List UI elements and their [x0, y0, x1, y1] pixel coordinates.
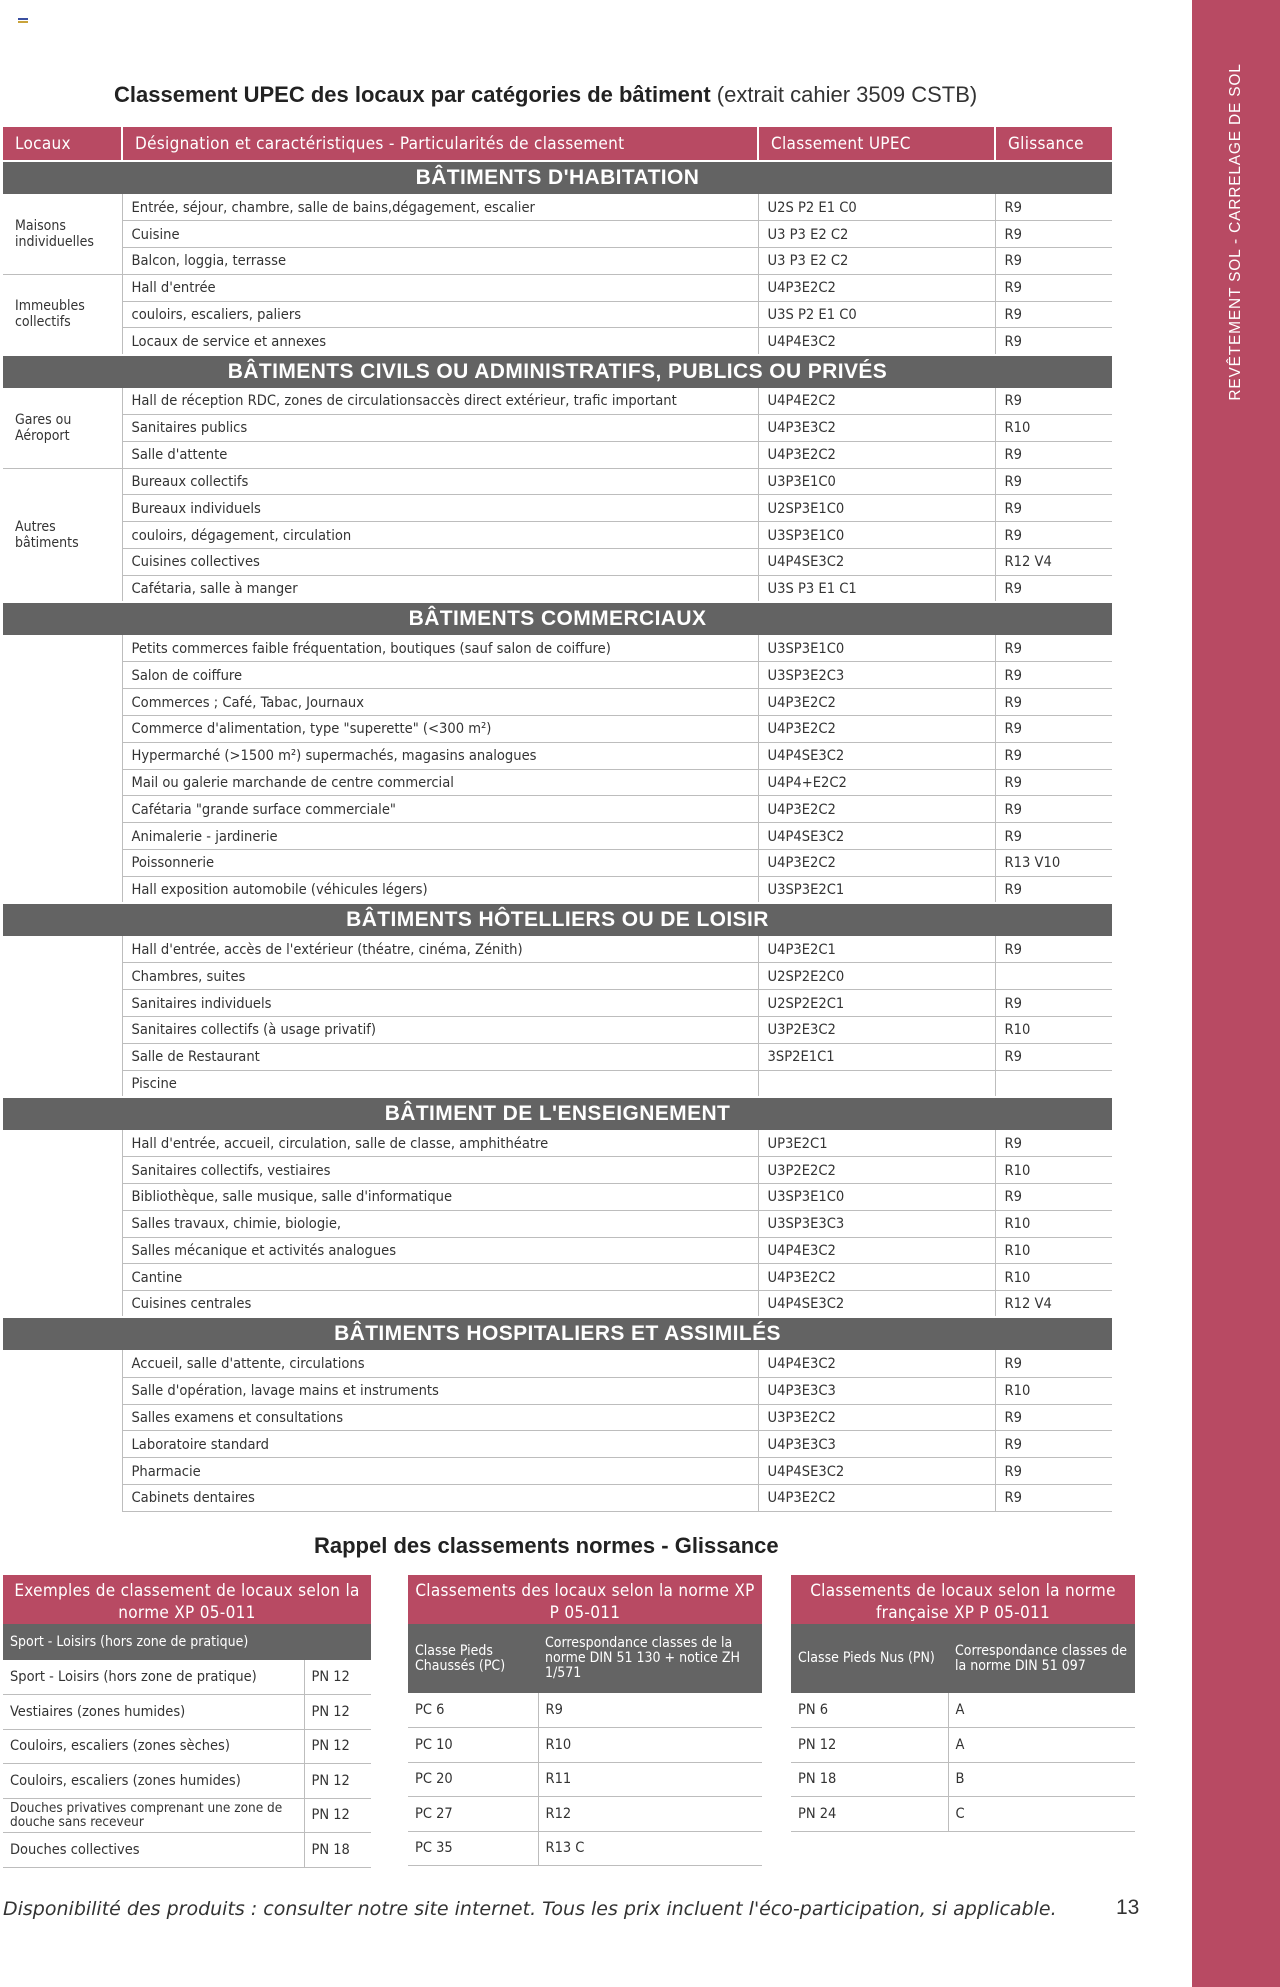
table-row	[3, 221, 1112, 248]
glissance-cell: R9	[995, 689, 1112, 716]
upec-cell: U3P3E1C0	[758, 468, 995, 495]
pn-din-cell: C	[948, 1797, 1135, 1832]
designation-cell: Hall exposition automobile (véhicules légers)	[122, 876, 758, 903]
pn-table	[791, 1575, 1135, 1832]
example-local-cell: Vestiaires (zones humides)	[3, 1695, 304, 1730]
locaux-group-cell: Immeubles collectifs	[3, 274, 122, 354]
designation-cell: Animalerie - jardinerie	[122, 823, 758, 850]
pn-col-header-row	[791, 1624, 1135, 1693]
table-row	[3, 716, 1112, 743]
table-row	[3, 301, 1112, 328]
page-title	[114, 82, 977, 108]
pc-col1-header: Classe Pieds Chaussés (PC)	[408, 1624, 538, 1693]
glissance-cell: R9	[995, 441, 1112, 468]
glissance-cell: R9	[995, 990, 1112, 1017]
table-row	[791, 1797, 1135, 1832]
table-row	[3, 274, 1112, 301]
upec-cell: U4P3E2C2	[758, 1264, 995, 1291]
designation-cell: Laboratoire standard	[122, 1431, 758, 1458]
section-title: BÂTIMENT DE L'ENSEIGNEMENT	[3, 1097, 1112, 1130]
table-row	[3, 549, 1112, 576]
pc-class-cell: PC 27	[408, 1797, 538, 1832]
corner-mark-icon	[18, 18, 28, 26]
pn-class-cell: PN 18	[791, 1762, 948, 1797]
upec-cell: U3P3E2C2	[758, 1404, 995, 1431]
table-row	[3, 194, 1112, 221]
examples-subheader: Sport - Loisirs (hors zone de pratique)	[3, 1624, 371, 1660]
table-row	[3, 1237, 1112, 1264]
upec-cell: U3SP3E3C3	[758, 1210, 995, 1237]
upec-cell: U4P4SE3C2	[758, 1291, 995, 1318]
table-row	[3, 1404, 1112, 1431]
upec-cell: U4P3E2C2	[758, 441, 995, 468]
designation-cell: Salles examens et consultations	[122, 1404, 758, 1431]
example-local-cell: Sport - Loisirs (hors zone de pratique)	[3, 1660, 304, 1695]
glissance-cell: R12 V4	[995, 549, 1112, 576]
table-row	[408, 1762, 762, 1797]
table-row	[3, 1377, 1112, 1404]
pn-din-cell: A	[948, 1693, 1135, 1728]
glissance-cell: R9	[995, 662, 1112, 689]
table-row	[408, 1728, 762, 1763]
upec-cell: U3 P3 E2 C2	[758, 248, 995, 275]
upec-cell: U4P3E2C2	[758, 274, 995, 301]
section-row	[3, 1097, 1112, 1130]
locaux-group-cell: Autres bâtiments	[3, 468, 122, 602]
glissance-cell: R9	[995, 876, 1112, 903]
glissance-cell: R10	[995, 1210, 1112, 1237]
pn-class-cell: PN 12	[791, 1728, 948, 1763]
glissance-cell: R9	[995, 635, 1112, 662]
designation-cell: couloirs, escaliers, paliers	[122, 301, 758, 328]
pc-class-cell: PC 6	[408, 1693, 538, 1728]
glissance-cell: R9	[995, 1184, 1112, 1211]
designation-cell: Salles travaux, chimie, biologie,	[122, 1210, 758, 1237]
pn-header: Classements de locaux selon la norme française XP P 05-011	[791, 1575, 1135, 1624]
designation-cell: Hall de réception RDC, zones de circulationsaccès direct extérieur, trafic important	[122, 388, 758, 415]
glissance-cell: R9	[995, 742, 1112, 769]
glissance-cell: R9	[995, 522, 1112, 549]
examples-header: Exemples de classement de locaux selon la norme XP 05-011	[3, 1575, 371, 1624]
designation-cell: Cafétaria, salle à manger	[122, 575, 758, 602]
glissance-cell: R9	[995, 495, 1112, 522]
designation-cell: Sanitaires publics	[122, 415, 758, 442]
designation-cell: Commerce d'alimentation, type "superette" (<300 m²)	[122, 716, 758, 743]
section-title: BÂTIMENTS CIVILS OU ADMINISTRATIFS, PUBLICS OU PRIVÉS	[3, 355, 1112, 388]
table-row	[791, 1762, 1135, 1797]
upec-cell: U4P3E2C2	[758, 1484, 995, 1511]
upec-cell: U3S P2 E1 C0	[758, 301, 995, 328]
header-designation: Désignation et caractéristiques - Particularités de classement	[122, 127, 758, 161]
table-row	[3, 1729, 371, 1764]
table-row	[791, 1728, 1135, 1763]
page-number: 13	[1116, 1896, 1140, 1919]
table-row	[3, 248, 1112, 275]
glissance-cell: R9	[995, 769, 1112, 796]
pc-header: Classements des locaux selon la norme XP P 05-011	[408, 1575, 762, 1624]
table-row	[3, 990, 1112, 1017]
upec-table	[3, 127, 1112, 1512]
glissance-cell: R9	[995, 716, 1112, 743]
glissance-cell: R9	[995, 1043, 1112, 1070]
locaux-group-cell	[3, 936, 122, 1097]
designation-cell: Petits commerces faible fréquentation, boutiques (sauf salon de coiffure)	[122, 635, 758, 662]
section-title: BÂTIMENTS HÔTELLIERS OU DE LOISIR	[3, 903, 1112, 936]
designation-cell: Cuisine	[122, 221, 758, 248]
glissance-cell: R9	[995, 274, 1112, 301]
pc-din-cell: R9	[538, 1693, 762, 1728]
designation-cell: Hall d'entrée	[122, 274, 758, 301]
example-class-cell: PN 12	[304, 1695, 371, 1730]
section-title: BÂTIMENTS COMMERCIAUX	[3, 602, 1112, 635]
glissance-cell: R9	[995, 328, 1112, 355]
upec-cell: U2SP2E2C1	[758, 990, 995, 1017]
upec-cell: U4P3E3C3	[758, 1377, 995, 1404]
designation-cell: Hall d'entrée, accueil, circulation, salle de classe, amphithéatre	[122, 1130, 758, 1157]
glissance-cell: R9	[995, 221, 1112, 248]
page-title-light: (extrait cahier 3509 CSTB)	[710, 82, 978, 107]
upec-cell: U4P4SE3C2	[758, 1458, 995, 1485]
glissance-cell: R9	[995, 194, 1112, 221]
table-row	[3, 769, 1112, 796]
page-title-bold: Classement UPEC des locaux par catégories de bâtiment	[114, 82, 711, 107]
table-row	[3, 575, 1112, 602]
table-row	[3, 328, 1112, 355]
upec-cell	[758, 1070, 995, 1097]
example-local-cell: Couloirs, escaliers (zones sèches)	[3, 1729, 304, 1764]
header-upec: Classement UPEC	[758, 127, 995, 161]
upec-cell: U3 P3 E2 C2	[758, 221, 995, 248]
section-title: BÂTIMENTS D'HABITATION	[3, 161, 1112, 194]
pc-col2-header: Correspondance classes de la norme DIN 51 130 + notice ZH 1/571	[538, 1624, 762, 1693]
pn-class-cell: PN 24	[791, 1797, 948, 1832]
upec-cell: U3P2E3C2	[758, 1017, 995, 1044]
pn-din-cell: B	[948, 1762, 1135, 1797]
designation-cell: Accueil, salle d'attente, circulations	[122, 1350, 758, 1377]
glissance-cell: R9	[995, 1130, 1112, 1157]
section-row	[3, 1317, 1112, 1350]
table-row	[3, 1833, 371, 1868]
table-row	[3, 689, 1112, 716]
glissance-cell: R10	[995, 1237, 1112, 1264]
glissance-cell: R9	[995, 468, 1112, 495]
designation-cell: Hypermarché (>1500 m²) supermachés, magasins analogues	[122, 742, 758, 769]
example-local-cell: Douches collectives	[3, 1833, 304, 1868]
table-row	[3, 468, 1112, 495]
table-row	[3, 1157, 1112, 1184]
designation-cell: Salon de coiffure	[122, 662, 758, 689]
pc-din-cell: R13 C	[538, 1831, 762, 1866]
pc-class-cell: PC 35	[408, 1831, 538, 1866]
upec-cell: U4P4+E2C2	[758, 769, 995, 796]
upec-cell: UP3E2C1	[758, 1130, 995, 1157]
designation-cell: Cuisines collectives	[122, 549, 758, 576]
table-row	[3, 1764, 371, 1799]
glissance-cell: R9	[995, 388, 1112, 415]
upec-cell: U4P4SE3C2	[758, 549, 995, 576]
upec-cell: U4P3E3C3	[758, 1431, 995, 1458]
table-row	[3, 1350, 1112, 1377]
table-row	[408, 1831, 762, 1866]
glissance-cell: R9	[995, 936, 1112, 963]
table-row	[3, 1660, 371, 1695]
glissance-cell: R9	[995, 1431, 1112, 1458]
designation-cell: Salles mécanique et activités analogues	[122, 1237, 758, 1264]
locaux-group-cell	[3, 635, 122, 903]
locaux-group-cell	[3, 1130, 122, 1318]
designation-cell: Bureaux individuels	[122, 495, 758, 522]
header-locaux: Locaux	[3, 127, 122, 161]
table-row	[3, 415, 1112, 442]
pc-din-cell: R10	[538, 1728, 762, 1763]
upec-cell: U3SP3E2C1	[758, 876, 995, 903]
designation-cell: Pharmacie	[122, 1458, 758, 1485]
subtitle: Rappel des classements normes - Glissance	[314, 1533, 779, 1558]
table-row	[3, 1695, 371, 1730]
table-row	[3, 662, 1112, 689]
table-row	[3, 1070, 1112, 1097]
header-glissance: Glissance	[995, 127, 1112, 161]
table-row	[3, 495, 1112, 522]
glissance-cell: R13 V10	[995, 850, 1112, 877]
table-row	[3, 1130, 1112, 1157]
glissance-cell: R10	[995, 1157, 1112, 1184]
table-row	[3, 823, 1112, 850]
section-row	[3, 161, 1112, 194]
table-row	[3, 936, 1112, 963]
glissance-cell: R12 V4	[995, 1291, 1112, 1318]
table-row	[3, 1264, 1112, 1291]
upec-cell: U4P3E2C2	[758, 796, 995, 823]
glissance-cell: R9	[995, 575, 1112, 602]
pc-col-header-row	[408, 1624, 762, 1693]
upec-cell: U4P3E2C2	[758, 716, 995, 743]
example-class-cell: PN 12	[304, 1729, 371, 1764]
table-row	[3, 1043, 1112, 1070]
sidebar-text: REVÊTEMENT SOL - CARRELAGE DE SOL	[1227, 63, 1244, 401]
section-row	[3, 903, 1112, 936]
upec-cell: U4P4SE3C2	[758, 823, 995, 850]
table-row	[408, 1797, 762, 1832]
designation-cell: Cantine	[122, 1264, 758, 1291]
upec-cell: U4P4E3C2	[758, 1350, 995, 1377]
upec-cell: 3SP2E1C1	[758, 1043, 995, 1070]
glissance-cell: R9	[995, 1484, 1112, 1511]
table-row	[3, 635, 1112, 662]
examples-table	[3, 1575, 371, 1868]
upec-cell: U3SP3E1C0	[758, 522, 995, 549]
designation-cell: Salle d'opération, lavage mains et instruments	[122, 1377, 758, 1404]
designation-cell: Mail ou galerie marchande de centre commercial	[122, 769, 758, 796]
pn-class-cell: PN 6	[791, 1693, 948, 1728]
glissance-cell: R9	[995, 248, 1112, 275]
table-row	[3, 388, 1112, 415]
table-row	[3, 1184, 1112, 1211]
upec-cell: U2SP2E2C0	[758, 963, 995, 990]
pn-din-cell: A	[948, 1728, 1135, 1763]
upec-body	[3, 161, 1112, 1511]
glissance-cell	[995, 1070, 1112, 1097]
examples-subheader-row	[3, 1624, 371, 1660]
designation-cell: Poissonnerie	[122, 850, 758, 877]
example-class-cell: PN 12	[304, 1798, 371, 1833]
designation-cell: Sanitaires individuels	[122, 990, 758, 1017]
locaux-group-cell	[3, 1350, 122, 1511]
table-row	[3, 1798, 371, 1833]
designation-cell: Cabinets dentaires	[122, 1484, 758, 1511]
table-row	[3, 441, 1112, 468]
upec-cell: U4P4SE3C2	[758, 742, 995, 769]
pc-table	[408, 1575, 762, 1866]
table-row	[3, 963, 1112, 990]
glissance-cell: R9	[995, 1458, 1112, 1485]
designation-cell: Cuisines centrales	[122, 1291, 758, 1318]
glissance-cell: R9	[995, 1350, 1112, 1377]
table-row	[408, 1693, 762, 1728]
example-class-cell: PN 12	[304, 1660, 371, 1695]
table-row	[3, 876, 1112, 903]
designation-cell: Entrée, séjour, chambre, salle de bains,dégagement, escalier	[122, 194, 758, 221]
table-row	[3, 850, 1112, 877]
section-title: BÂTIMENTS HOSPITALIERS ET ASSIMILÉS	[3, 1317, 1112, 1350]
designation-cell: Sanitaires collectifs, vestiaires	[122, 1157, 758, 1184]
upec-cell: U4P4E2C2	[758, 388, 995, 415]
upec-cell: U3SP3E2C3	[758, 662, 995, 689]
table-row	[3, 1017, 1112, 1044]
section-row	[3, 355, 1112, 388]
upec-cell: U4P4E3C2	[758, 328, 995, 355]
glissance-cell: R9	[995, 1404, 1112, 1431]
glissance-cell: R10	[995, 1017, 1112, 1044]
designation-cell: Sanitaires collectifs (à usage privatif)	[122, 1017, 758, 1044]
locaux-group-cell: Gares ou Aéroport	[3, 388, 122, 468]
pc-din-cell: R11	[538, 1762, 762, 1797]
table-row	[3, 1431, 1112, 1458]
table-row	[3, 522, 1112, 549]
upec-header-row	[3, 127, 1112, 161]
designation-cell: Bibliothèque, salle musique, salle d'informatique	[122, 1184, 758, 1211]
upec-cell: U2SP3E1C0	[758, 495, 995, 522]
footer-disclaimer: Disponibilité des produits : consulter notre site internet. Tous les prix incluent l'éco-participation, si applicable.	[3, 1898, 1057, 1920]
designation-cell: Cafétaria "grande surface commerciale"	[122, 796, 758, 823]
example-class-cell: PN 18	[304, 1833, 371, 1868]
upec-cell: U4P3E2C1	[758, 936, 995, 963]
glissance-cell: R9	[995, 301, 1112, 328]
table-row	[3, 1291, 1112, 1318]
pc-class-cell: PC 20	[408, 1762, 538, 1797]
pn-col2-header: Correspondance classes de la norme DIN 51 097	[948, 1624, 1135, 1693]
upec-cell: U4P3E3C2	[758, 415, 995, 442]
designation-cell: Chambres, suites	[122, 963, 758, 990]
glissance-cell: R10	[995, 1377, 1112, 1404]
glissance-cell: R10	[995, 415, 1112, 442]
table-row	[3, 1210, 1112, 1237]
upec-cell: U3P2E2C2	[758, 1157, 995, 1184]
table-row	[3, 1458, 1112, 1485]
designation-cell: Bureaux collectifs	[122, 468, 758, 495]
table-row	[3, 1484, 1112, 1511]
pc-class-cell: PC 10	[408, 1728, 538, 1763]
example-local-cell: Douches privatives comprenant une zone de douche sans receveur	[3, 1798, 304, 1833]
table-row	[3, 796, 1112, 823]
designation-cell: Salle d'attente	[122, 441, 758, 468]
pn-col1-header: Classe Pieds Nus (PN)	[791, 1624, 948, 1693]
section-row	[3, 602, 1112, 635]
designation-cell: Piscine	[122, 1070, 758, 1097]
upec-cell: U3SP3E1C0	[758, 635, 995, 662]
upec-cell: U4P3E2C2	[758, 689, 995, 716]
glissance-cell: R9	[995, 823, 1112, 850]
designation-cell: Hall d'entrée, accès de l'extérieur (théatre, cinéma, Zénith)	[122, 936, 758, 963]
table-row	[791, 1693, 1135, 1728]
locaux-group-cell: Maisons individuelles	[3, 194, 122, 274]
glissance-cell	[995, 963, 1112, 990]
glissance-cell: R9	[995, 796, 1112, 823]
designation-cell: couloirs, dégagement, circulation	[122, 522, 758, 549]
table-row	[3, 742, 1112, 769]
upec-cell: U4P3E2C2	[758, 850, 995, 877]
glissance-cell: R10	[995, 1264, 1112, 1291]
designation-cell: Commerces ; Café, Tabac, Journaux	[122, 689, 758, 716]
designation-cell: Balcon, loggia, terrasse	[122, 248, 758, 275]
upec-cell: U2S P2 E1 C0	[758, 194, 995, 221]
upec-cell: U4P4E3C2	[758, 1237, 995, 1264]
upec-cell: U3SP3E1C0	[758, 1184, 995, 1211]
designation-cell: Locaux de service et annexes	[122, 328, 758, 355]
upec-cell: U3S P3 E1 C1	[758, 575, 995, 602]
pc-din-cell: R12	[538, 1797, 762, 1832]
designation-cell: Salle de Restaurant	[122, 1043, 758, 1070]
example-class-cell: PN 12	[304, 1764, 371, 1799]
example-local-cell: Couloirs, escaliers (zones humides)	[3, 1764, 304, 1799]
